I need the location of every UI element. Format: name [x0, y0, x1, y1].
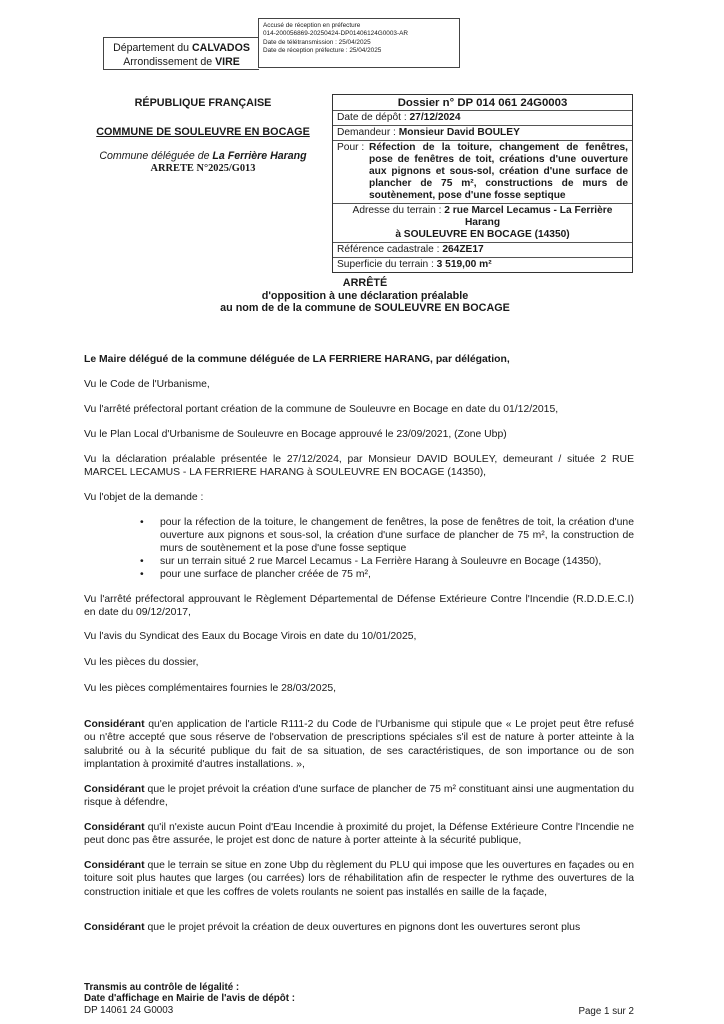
department-line [104, 41, 259, 55]
date-depot-row [333, 110, 632, 125]
considerant-3 [84, 821, 634, 848]
arrondissement-line [104, 55, 259, 69]
footer-dossier-ref: DP 14061 24 G0003 [84, 1004, 174, 1016]
stamp-line: 014-200056869-20250424-DP01406124G0003-AR [263, 30, 408, 38]
commune-deleguee [88, 150, 318, 162]
vu-code-urbanisme: Vu le Code de l'Urbanisme, [84, 379, 210, 390]
pour-value: Réfection de la toiture, changement de fenêtres, pose de fenêtres de toit, créations d'une ouverture aux pignons et sous-sol, création d'une surface de plancher de 75 m², constructions de murs de soutènement, pose d'une fosse septique [369, 142, 628, 201]
date-depot-value: 27/12/2024 [409, 112, 461, 123]
arrondissement-name: VIRE [215, 56, 240, 68]
date-depot-label: Date de dépôt : [337, 112, 410, 123]
considerant-label: Considérant [84, 922, 145, 933]
list-item: • pour une surface de plancher créée de 75 m², [140, 568, 634, 581]
arrete-title-line: au nom de de la commune de SOULEUVRE EN BOCAGE [220, 302, 510, 314]
superficie-label: Superficie du terrain : [337, 259, 437, 270]
reference-label: Référence cadastrale : [337, 244, 443, 255]
demandeur-value: Monsieur David BOULEY [398, 127, 520, 138]
reference-value: 264ZE17 [442, 244, 484, 255]
adresse-line-1 [337, 205, 628, 229]
footer-transmis: Transmis au contrôle de légalité : [84, 982, 240, 993]
dossier-box [332, 94, 633, 273]
dossier-title: Dossier n° DP 014 061 24G0003 [397, 97, 568, 109]
vu-rddeci: Vu l'arrêté préfectoral approuvant le Règlement Départemental de Défense Extérieure Contre l'Incendie (R.D.D.E.C.I) en date du 09/12/2017, [84, 594, 634, 619]
commune-heading: COMMUNE DE SOULEUVRE EN BOCAGE [96, 126, 310, 138]
considerant-5 [84, 921, 634, 934]
commune-deleguee-name: La Ferrière Harang [212, 150, 307, 162]
considerant-label: Considérant [84, 719, 145, 730]
vu-declaration: Vu la déclaration préalable présentée le 27/12/2024, par Monsieur DAVID BOULEY, demeurant / située 2 RUE MARCEL LECAMUS - LA FERRIERE HARANG à SOULEUVRE EN BOCAGE (14350), [84, 454, 634, 479]
considerant-1 [84, 718, 634, 771]
list-item: • sur un terrain situé 2 rue Marcel Lecamus - La Ferrière Harang à Souleuvre en Bocage (14350), [140, 555, 634, 568]
arrondissement-prefix: Arrondissement de [123, 56, 216, 68]
pour-row [333, 140, 632, 203]
vu-pieces: Vu les pièces du dossier, [84, 657, 199, 668]
considerant-text: qu'en application de l'article R111-2 du Code de l'Urbanisme qui stipule que « Le projet peut être refusé ou n'être accepté que sous réserve de l'observation de prescriptions spéciales s'il est de nature à porter atteinte à la salubrité ou à la sécurité publique du fait de sa situation, de ses caractéristiques, de son importance ou de son implantation à proximité d'autres installations. », [84, 719, 634, 770]
considerant-label: Considérant [84, 784, 145, 795]
objet-list [140, 516, 634, 581]
considerant-text: qu'il n'existe aucun Point d'Eau Incendie à proximité du projet, la Défense Extérieure Contre l'Incendie ne peut donc pas être assurée, le projet est donc de nature à porter atteinte à la sécurité publique, [84, 822, 634, 847]
arrete-title-line: ARRÊTÉ [342, 277, 388, 289]
department-box [103, 37, 259, 70]
considerant-label: Considérant [84, 822, 145, 833]
adresse-row [333, 203, 632, 242]
republique-heading: RÉPUBLIQUE FRANÇAISE [134, 97, 272, 109]
demandeur-row [333, 125, 632, 140]
stamp-line: Accusé de réception en préfecture [263, 22, 361, 29]
arrete-title-line: d'opposition à une déclaration préalable [261, 289, 469, 302]
commune-deleguee-prefix: Commune déléguée de [99, 150, 213, 162]
stamp-line: Date de télétransmission : 25/04/2025 [263, 38, 371, 46]
adresse-line-2: à SOULEUVRE EN BOCAGE (14350) [395, 229, 570, 240]
footer-affichage: Date d'affichage en Mairie de l'avis de dépôt : [84, 993, 295, 1005]
demandeur-label: Demandeur : [337, 127, 399, 138]
adresse-label: Adresse du terrain : [352, 205, 445, 216]
considerant-2 [84, 783, 634, 810]
pour-label: Pour : [337, 142, 365, 153]
reception-stamp [258, 18, 460, 68]
vu-pieces-complementaires: Vu les pièces complémentaires fournies le 28/03/2025, [84, 683, 337, 694]
considerant-text: que le projet prévoit la création de deux ouvertures en pignons dont les ouvertures seront plus [144, 922, 581, 933]
reference-row [333, 242, 632, 257]
vu-arrete-prefectoral: Vu l'arrêté préfectoral portant création de la commune de Souleuvre en Bocage en date du 01/12/2015, [84, 404, 559, 415]
list-item: • pour la réfection de la toiture, le changement de fenêtres, la pose de fenêtres de toit, la création d'une ouverture aux pignons et sous-sol, la création d'une surface de plancher de 75 m², la construction de murs de soutènement et la pose d'une fosse septique [140, 516, 634, 555]
stamp-line: Date de réception préfecture : 25/04/2025 [263, 47, 382, 55]
superficie-value: 3 519,00 m² [436, 259, 492, 270]
adresse-value: 2 rue Marcel Lecamus - La Ferrière Harang [444, 205, 613, 228]
considerant-label: Considérant [84, 860, 145, 871]
maire-statement: Le Maire délégué de la commune déléguée de LA FERRIERE HARANG, par délégation, [84, 354, 510, 365]
department-name: CALVADOS [192, 42, 250, 54]
vu-objet: Vu l'objet de la demande : [84, 492, 204, 503]
considerant-text: que le projet prévoit la création d'une surface de plancher de 75 m² constituant ainsi une augmentation du risque à défendre, [84, 784, 634, 809]
considerant-4 [84, 859, 634, 899]
department-prefix: Département du [113, 42, 193, 54]
arrete-title [160, 277, 570, 315]
footer-block [84, 982, 295, 1016]
page-number: Page 1 sur 2 [578, 1006, 634, 1017]
vu-avis-syndicat: Vu l'avis du Syndicat des Eaux du Bocage Virois en date du 10/01/2025, [84, 631, 417, 642]
superficie-row [333, 257, 632, 272]
considerant-text: que le terrain se situe en zone Ubp du règlement du PLU qui impose que les ouvertures en façades ou en toiture soit plus hautes que larges (ou carrées) lors de réhabilitation afin de respecter le rythme des ouvertures de la construction initiale et que les coffres de volets roulants ne soient pas installés en saille de la façade, [84, 860, 634, 898]
arrete-number: ARRETE N°2025/G013 [150, 163, 256, 174]
vu-plu: Vu le Plan Local d'Urbanisme de Souleuvre en Bocage approuvé le 23/09/2021, (Zone Ubp) [84, 429, 507, 440]
